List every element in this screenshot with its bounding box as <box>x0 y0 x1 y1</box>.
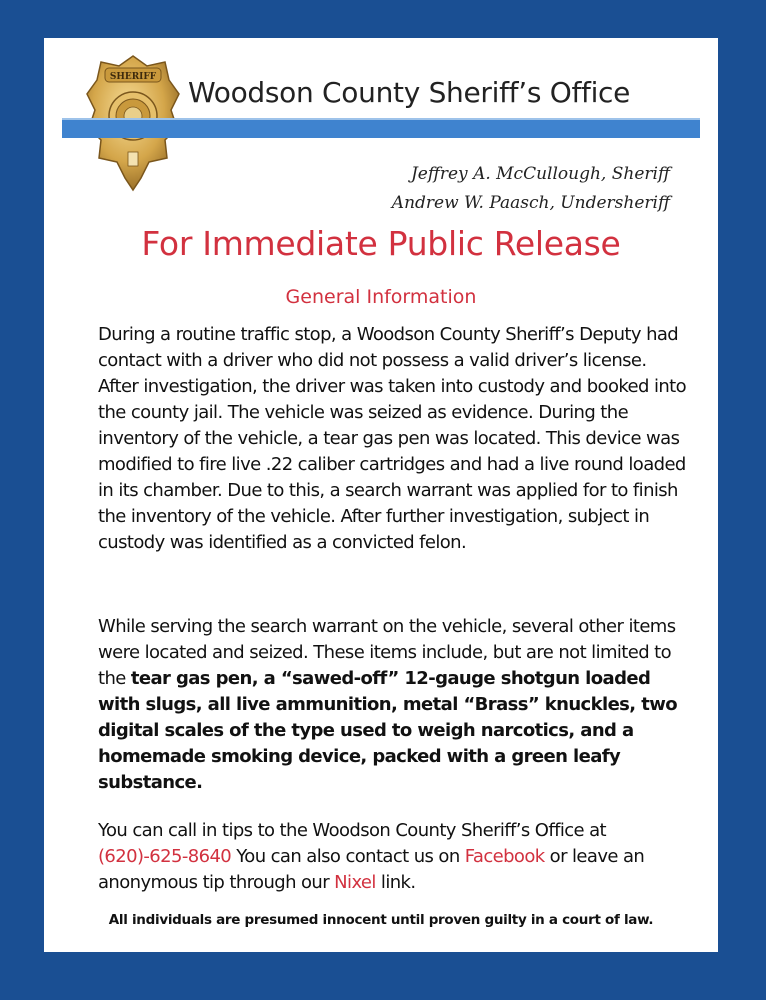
tips-text-1: You can call in tips to the Woodson County Sheriff’s Office at <box>98 820 606 841</box>
sheriff-name: Jeffrey A. McCullough, Sheriff <box>410 164 670 184</box>
release-headline: For Immediate Public Release <box>141 224 621 263</box>
paragraph-seized-items <box>98 614 688 796</box>
office-title: Woodson County Sheriff’s Office <box>188 76 631 109</box>
nixel-link[interactable]: Nixel <box>334 872 376 893</box>
undersheriff-name: Andrew W. Paasch, Undersheriff <box>391 193 670 213</box>
tips-text-3: or leave an anonymous tip through our <box>98 846 645 893</box>
phone-link[interactable]: (620)-625-8640 <box>98 846 232 867</box>
paragraph-incident: During a routine traffic stop, a Woodson County Sheriff’s Deputy had contact with a driver who did not possess a valid driver’s license. After investigation, the driver was taken into custody and booked into the county jail. The vehicle was seized as evidence. During the inventory of the vehicle, a tear gas pen was located. This device was modified to fire live .22 caliber cartridges and had a live round loaded in its chamber. Due to this, a search warrant was applied for to finish the inventory of the vehicle. After further investigation, subject in custody was identified as a convicted felon. <box>98 324 687 553</box>
seized-items-list: tear gas pen, a “sawed-off” 12-gauge shotgun loaded with slugs, all live ammunition, metal “Brass” knuckles, two digital scales of the type used to weigh narcotics, and a homemade smoking device, packed with a green leafy substance. <box>98 668 677 793</box>
facebook-link[interactable]: Facebook <box>464 846 545 867</box>
tips-text-4: link. <box>375 872 416 893</box>
paragraph-tips <box>98 818 688 896</box>
tips-text-2: You can also contact us on <box>231 846 465 867</box>
badge-label: SHERIFF <box>109 72 157 82</box>
release-subhead: General Information <box>285 286 477 308</box>
officials-block <box>392 160 670 218</box>
seized-intro: While serving the search warrant on the vehicle, several other items were located and seized. These items include, but are not limited to the <box>98 616 676 689</box>
press-release-page <box>44 38 718 952</box>
legal-disclaimer: All individuals are presumed innocent until proven guilty in a court of law. <box>108 912 654 928</box>
header-bar <box>62 120 700 138</box>
